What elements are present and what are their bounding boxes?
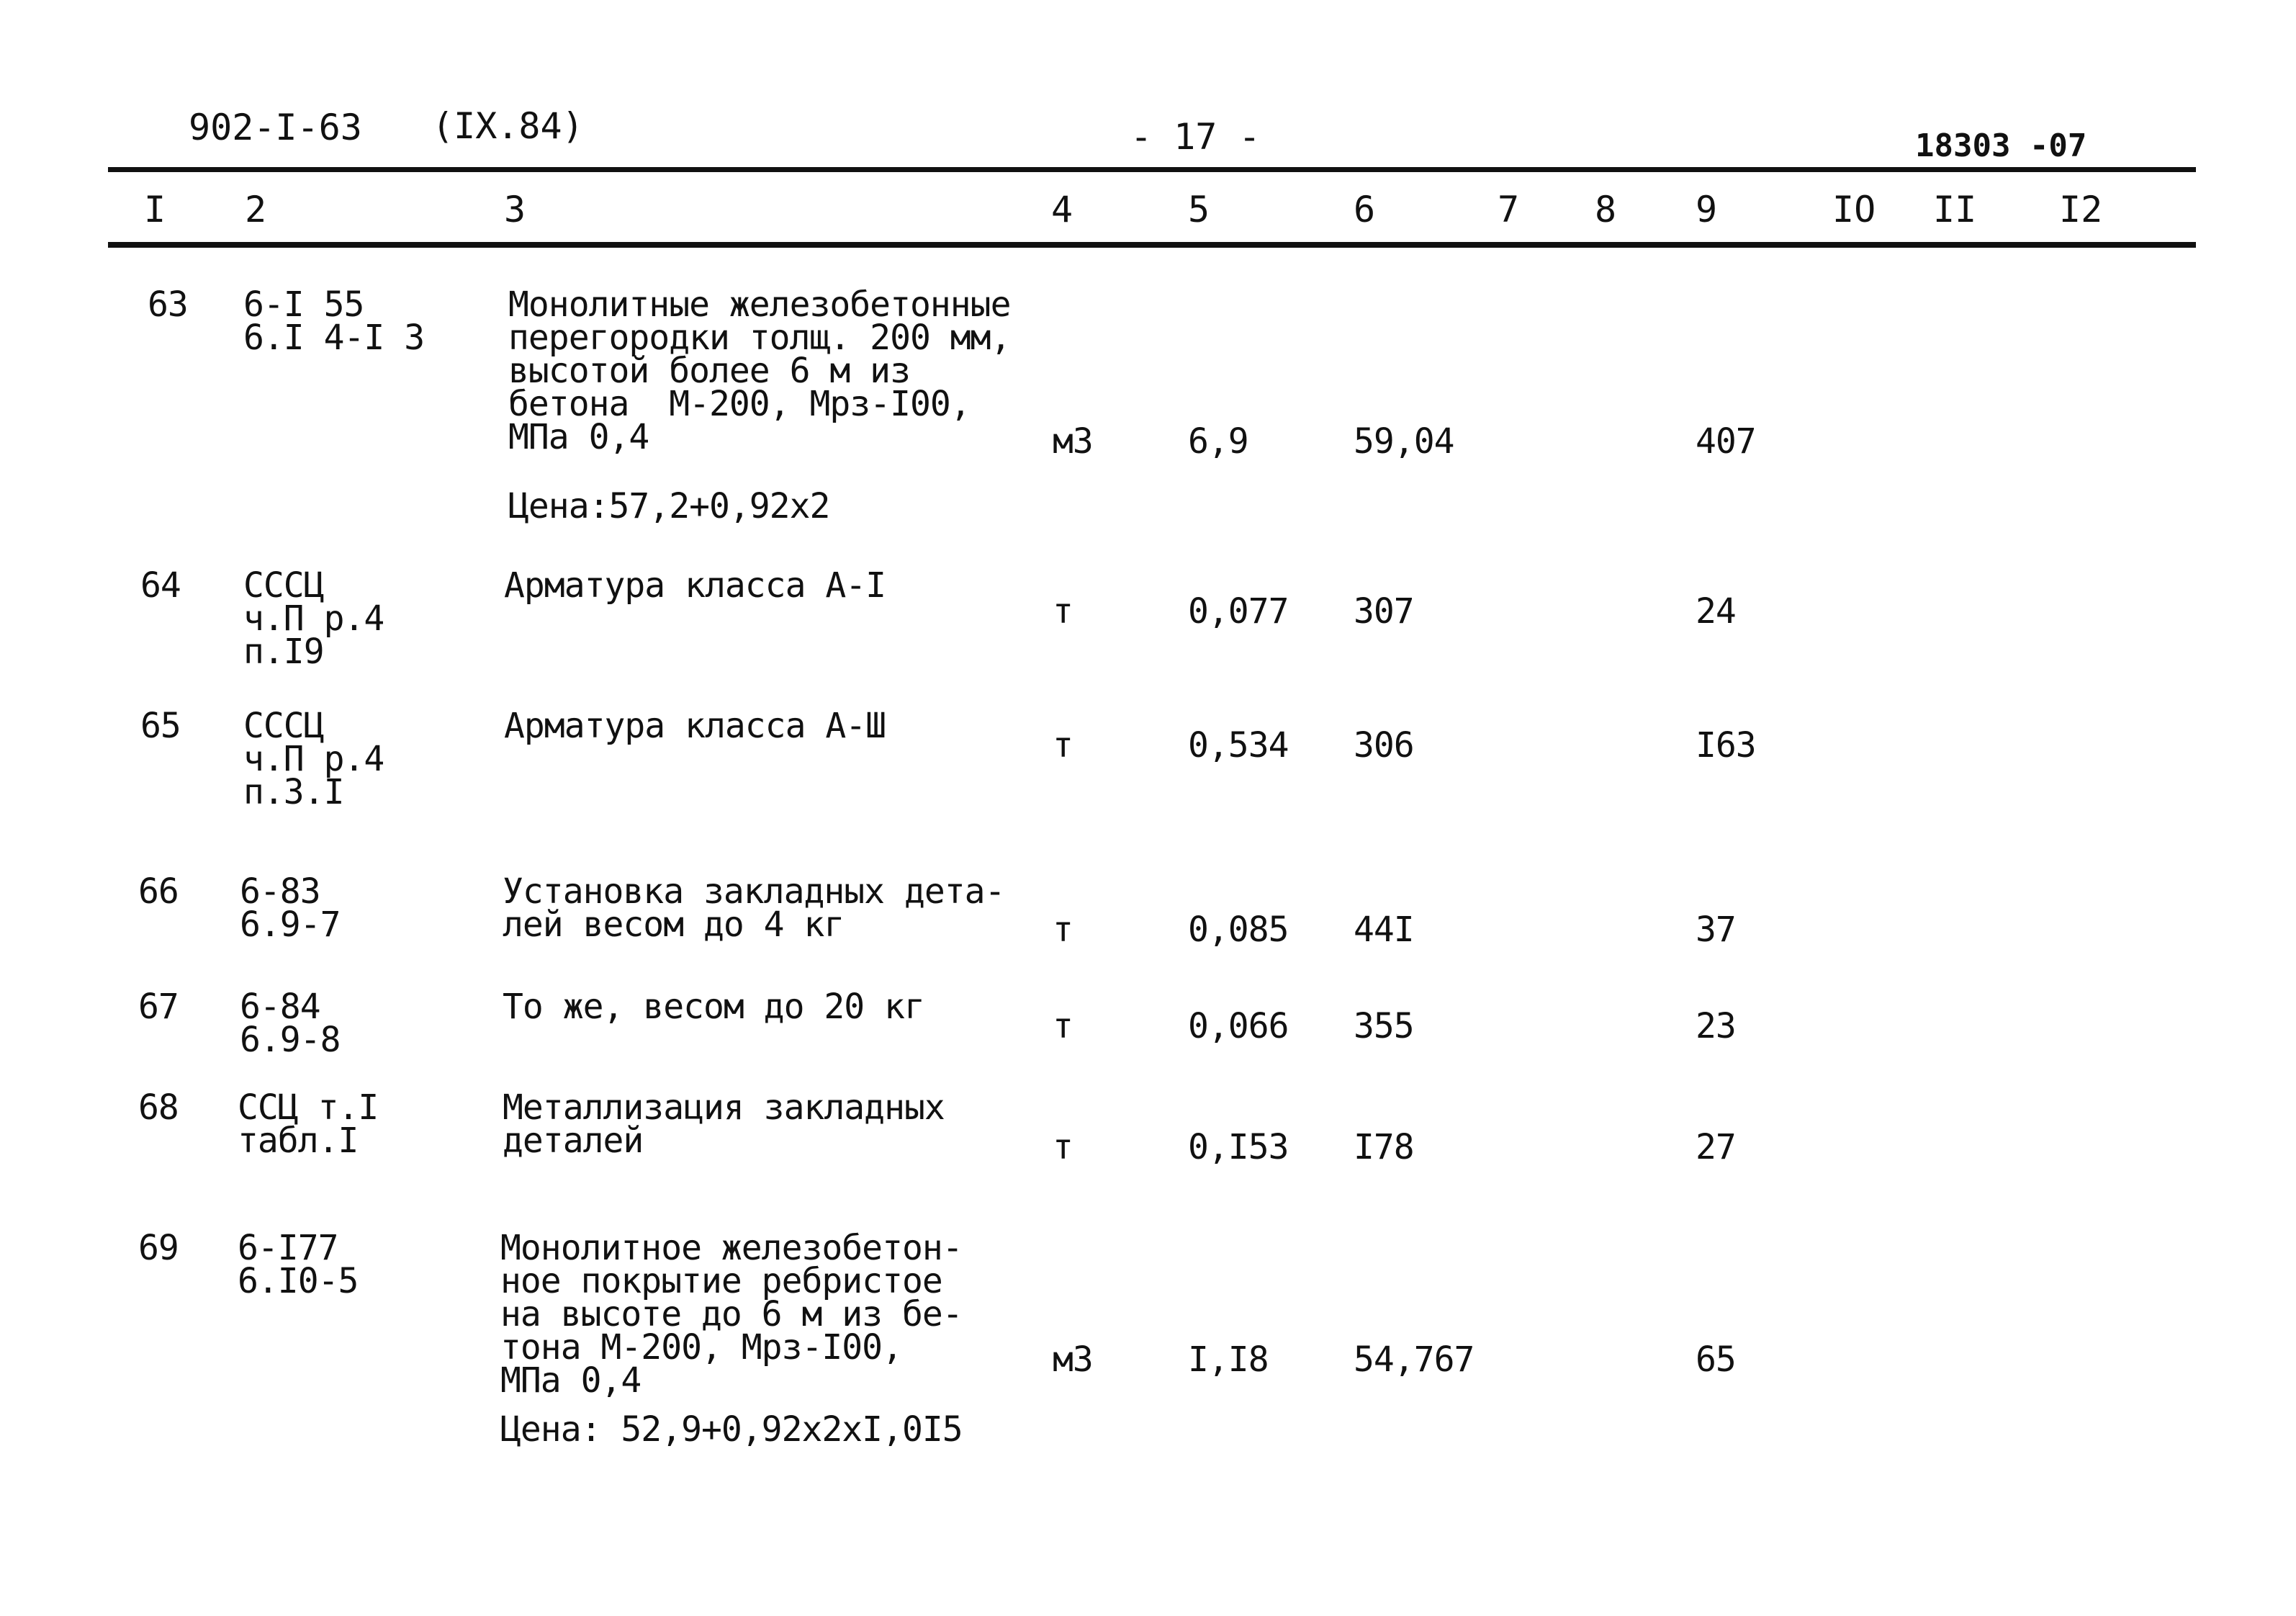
row-qty: 0,534 [1188, 725, 1289, 766]
row-code-line: СССЦ [243, 565, 324, 606]
row-description-line: Арматура класса А-I [504, 565, 886, 606]
row-description-line: МПа 0,4 [500, 1360, 641, 1401]
row-code [243, 565, 384, 672]
row-code [243, 284, 425, 358]
row-code-line: 6.9-8 [240, 1020, 341, 1060]
row-total: I63 [1696, 725, 1756, 766]
row-total: 65 [1696, 1339, 1736, 1380]
column-header-12: I2 [2059, 189, 2103, 230]
row-total: 24 [1696, 591, 1736, 632]
row-number: 63 [148, 284, 188, 325]
row-number: 69 [138, 1228, 179, 1268]
row-number: 68 [138, 1087, 179, 1128]
column-header-7: 7 [1498, 189, 1520, 230]
row-code-line: п.I9 [243, 632, 324, 672]
row-description [503, 987, 924, 1027]
row-description-line: Установка закладных дета- [503, 871, 1005, 912]
row-unit: т [1053, 910, 1073, 950]
row-code [240, 871, 341, 945]
row-code-line: 6-I 55 [243, 284, 364, 325]
row-code [243, 706, 384, 812]
row-price: 59,04 [1354, 421, 1454, 462]
row-number: 66 [138, 871, 179, 912]
column-header-10: IO [1832, 189, 1876, 230]
row-total: 407 [1696, 421, 1756, 462]
row-total: 37 [1696, 910, 1736, 950]
row-code-line: табл.I [238, 1121, 359, 1161]
row-description [503, 1087, 945, 1161]
row-code-line: 6.9-7 [240, 904, 341, 945]
row-description [504, 565, 886, 606]
row-unit: т [1053, 725, 1073, 766]
row-price: I78 [1354, 1127, 1414, 1167]
row-price: 307 [1354, 591, 1414, 632]
column-header-4: 4 [1051, 189, 1073, 230]
row-description [508, 284, 1011, 457]
row-total: 27 [1696, 1127, 1736, 1167]
row-code-line: п.3.I [243, 772, 344, 812]
column-header-2: 2 [245, 189, 267, 230]
doc-code: 902-I-63 [189, 107, 362, 148]
row-price-note: Цена:57,2+0,92х2 [508, 486, 830, 526]
column-header-6: 6 [1354, 189, 1376, 230]
row-qty: 0,085 [1188, 910, 1289, 950]
row-qty: 0,077 [1188, 591, 1289, 632]
row-code-line: 6-83 [240, 871, 320, 912]
row-number: 64 [140, 565, 181, 606]
row-unit: т [1053, 591, 1073, 632]
column-header-1: I [144, 189, 166, 230]
row-code-line: 6.I 4-I 3 [243, 318, 425, 358]
row-description-line: высотой более 6 м из [508, 351, 910, 391]
row-unit: м3 [1053, 1339, 1093, 1380]
row-unit: м3 [1053, 421, 1093, 462]
ref-number: 18303 -07 [1915, 127, 2087, 164]
row-description-line: деталей [503, 1121, 644, 1161]
header-top-rule [108, 167, 2196, 172]
row-description [500, 1228, 963, 1401]
row-description-line: Монолитные железобетонные [508, 284, 1011, 325]
column-header-3: 3 [504, 189, 526, 230]
column-header-9: 9 [1696, 189, 1718, 230]
row-qty: I,I8 [1188, 1339, 1269, 1380]
row-description-line: Металлизация закладных [503, 1087, 945, 1128]
row-code-line: ч.П р.4 [243, 598, 384, 639]
row-code [238, 1087, 379, 1161]
row-code-line: ч.П р.4 [243, 739, 384, 779]
row-description [503, 871, 1005, 945]
header-bottom-rule [108, 242, 2196, 248]
row-number: 67 [138, 987, 179, 1027]
row-description-line: МПа 0,4 [508, 417, 649, 457]
row-description-line: Монолитное железобетон- [500, 1228, 963, 1268]
row-price: 355 [1354, 1006, 1414, 1046]
row-qty: 6,9 [1188, 421, 1248, 462]
row-description-line: То же, весом до 20 кг [503, 987, 924, 1027]
row-code-line: 6-84 [240, 987, 320, 1027]
row-code-line: СССЦ [243, 706, 324, 746]
row-total: 23 [1696, 1006, 1736, 1046]
row-description-line: тона М-200, Мрз-I00, [500, 1327, 902, 1368]
row-unit: т [1053, 1006, 1073, 1046]
row-unit: т [1053, 1127, 1073, 1167]
doc-date: (IX.84) [432, 105, 584, 147]
row-code-line: 6.I0-5 [238, 1261, 359, 1301]
row-qty: 0,I53 [1188, 1127, 1289, 1167]
row-price: 54,767 [1354, 1339, 1475, 1380]
row-code [238, 1228, 359, 1301]
row-description-line: ное покрытие ребристое [500, 1261, 942, 1301]
row-description-line: лей весом до 4 кг [503, 904, 845, 945]
column-header-11: II [1933, 189, 1977, 230]
row-code-line: ССЦ т.I [238, 1087, 379, 1128]
page-number: - 17 - [1130, 116, 1261, 158]
row-description-line: перегородки толщ. 200 мм, [508, 318, 1011, 358]
row-qty: 0,066 [1188, 1006, 1289, 1046]
row-code-line: 6-I77 [238, 1228, 338, 1268]
row-code [240, 987, 341, 1060]
row-price: 44I [1354, 910, 1414, 950]
row-description-line: Арматура класса А-Ш [504, 706, 886, 746]
row-description-line: бетона М-200, Мрз-I00, [508, 384, 971, 424]
row-description-line: на высоте до 6 м из бе- [500, 1294, 963, 1334]
row-price: 306 [1354, 725, 1414, 766]
row-number: 65 [140, 706, 181, 746]
column-header-5: 5 [1188, 189, 1210, 230]
row-description [504, 706, 886, 746]
column-header-8: 8 [1595, 189, 1617, 230]
row-price-note: Цена: 52,9+0,92х2хI,0I5 [500, 1409, 963, 1450]
